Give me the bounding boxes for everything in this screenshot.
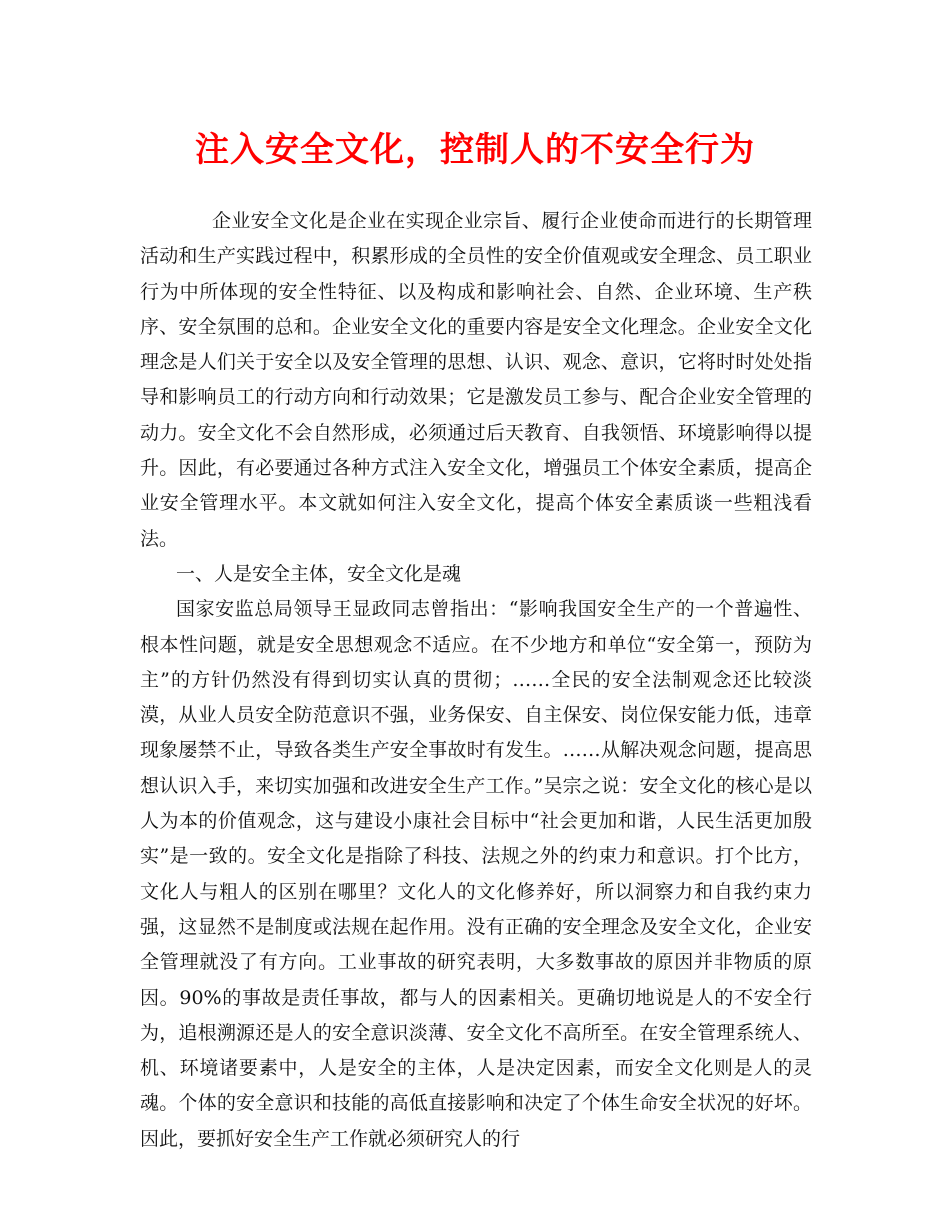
paragraph-intro: 企业安全文化是企业在实现企业宗旨、履行企业使命而进行的长期管理活动和生产实践过程中，积累形成的全员性的安全价值观或安全理念、员工职业行为中所体现的安全性特征、以及构成和影响社会、自然、企业环境、生产秩序、安全氛围的总和。企业安全文化的重要内容是安全文化理念。企业安全文化理念是人们关于安全以及安全管理的思想、认识、观念、意识，它将时时处处指导和影响员工的行动方向和行动效果；它是激发员工参与、配合企业安全管理的动力。安全文化不会自然形成，必须通过后天教育、自我领悟、环境影响得以提升。因此，有必要通过各种方式注入安全文化，增强员工个体安全素质，提高企业安全管理水平。本文就如何注入安全文化，提高个体安全素质谈一些粗浅看法。 [140, 210, 812, 550]
section-heading-1: 一、人是安全主体，安全文化是魂 [176, 562, 462, 585]
paragraph-section-1: 国家安监总局领导王显政同志曾指出：“影响我国安全生产的一个普遍性、根本性问题，就是安全思想观念不适应。在不少地方和单位“安全第一，预防为主”的方针仍然没有得到切实认真的贯彻；……全民的安全法制观念还比较淡漠，从业人员安全防范意识不强，业务保安、自主保安、岗位保安能力低，违章现象屡禁不止，导致各类生产安全事故时有发生。……从解决观念问题，提高思想认识入手，来切实加强和改进安全生产工作。”吴宗之说：安全文化的核心是以人为本的价值观念，这与建设小康社会目标中“社会更加和谐，人民生活更加殷实”是一致的。安全文化是指除了科技、法规之外的约束力和意识。打个比方，文化人与粗人的区别在哪里？文化人的文化修养好，所以洞察力和自我约束力强，这显然不是制度或法规在起作用。没有正确的安全理念及安全文化，企业安全管理就没了有方向。工业事故的研究表明，大多数事故的原因并非物质的原因。90%的事故是责任事故，都与人的因素相关。更确切地说是人的不安全行为，追根溯源还是人的安全意识淡薄、安全文化不高所至。在安全管理系统人、机、环境诸要素中，人是安全的主体，人是决定因素，而安全文化则是人的灵魂。个体的安全意识和技能的高低直接影响和决定了个体生命安全状况的好坏。因此，要抓好安全生产工作就必须研究人的行 [140, 598, 812, 1150]
document-title: 注入安全文化，控制人的不安全行为 [195, 130, 755, 170]
document-body [140, 204, 812, 1157]
